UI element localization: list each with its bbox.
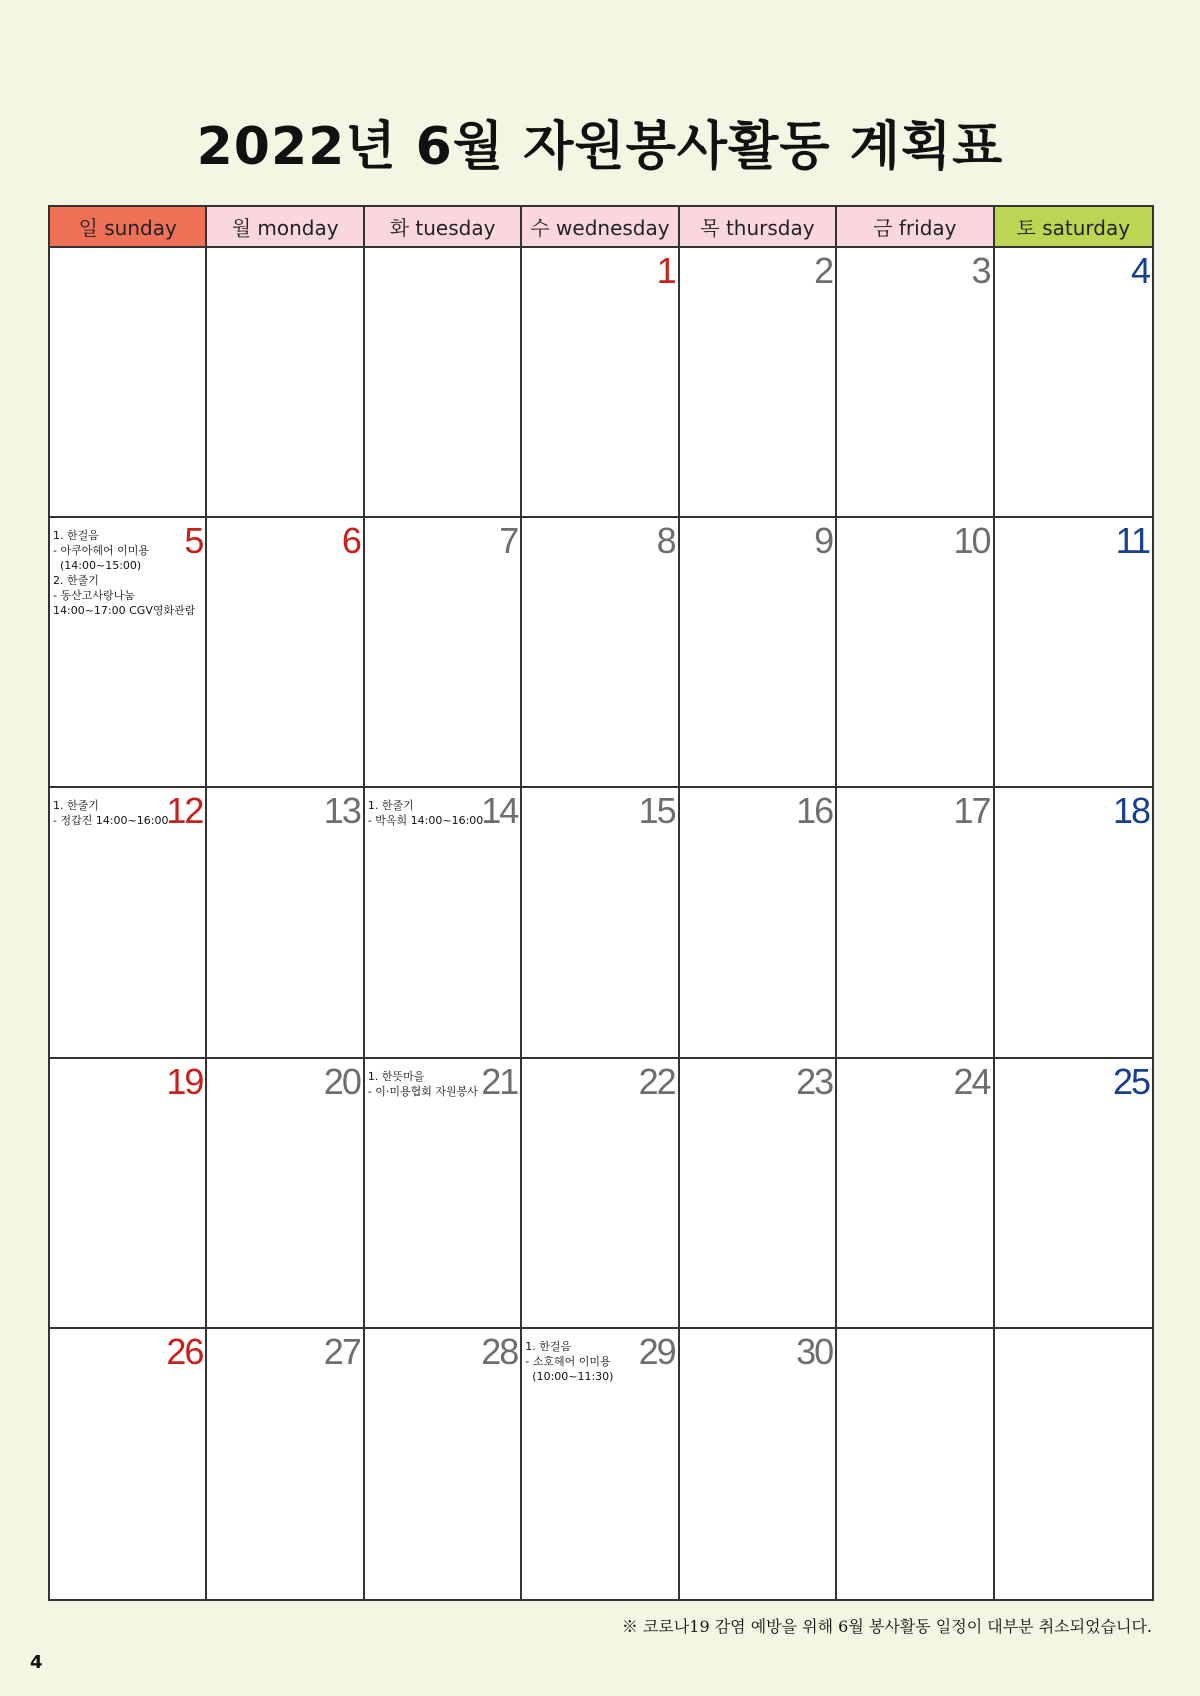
day-cell xyxy=(995,518,1152,788)
day-number: 3 xyxy=(971,250,990,291)
day-number: 23 xyxy=(796,1060,833,1102)
day-cell xyxy=(50,248,207,518)
day-cell xyxy=(365,1059,522,1329)
day-number: 2 xyxy=(814,250,833,291)
day-number: 30 xyxy=(796,1330,833,1372)
calendar-grid xyxy=(48,205,1154,1601)
day-cell xyxy=(837,1059,994,1329)
day-cell xyxy=(522,1329,679,1599)
day-number: 13 xyxy=(323,790,360,832)
day-number: 19 xyxy=(166,1060,203,1102)
day-cell xyxy=(680,788,837,1058)
day-cell xyxy=(365,518,522,788)
day-cell xyxy=(50,1059,207,1329)
day-cell xyxy=(680,248,837,518)
day-cell xyxy=(207,1059,364,1329)
day-cell xyxy=(207,1329,364,1599)
page-title: 2022년 6월 자원봉사활동 계획표 xyxy=(196,117,1004,177)
day-cell xyxy=(837,248,994,518)
day-number: 9 xyxy=(814,520,833,562)
day-cell xyxy=(50,788,207,1058)
schedule-note: 1. 한걸음 - 소호헤어 이미용 (10:00~11:30) xyxy=(525,1339,614,1383)
day-number: 24 xyxy=(953,1060,990,1102)
header-thursday: 목 thursday xyxy=(680,207,837,248)
day-number: 18 xyxy=(1112,790,1149,832)
day-number: 11 xyxy=(1115,520,1149,562)
day-number: 26 xyxy=(166,1330,203,1372)
day-cell xyxy=(365,1329,522,1599)
day-cell xyxy=(837,788,994,1058)
day-cell xyxy=(995,1329,1152,1599)
header-saturday: 토 saturday xyxy=(995,207,1152,248)
schedule-note: 1. 한줄기 - 정갑진 14:00~16:00 xyxy=(53,799,169,828)
header-friday: 금 friday xyxy=(837,207,994,248)
day-number: 21 xyxy=(481,1060,518,1102)
day-cell xyxy=(680,1059,837,1329)
day-cell xyxy=(365,788,522,1058)
day-number: 14 xyxy=(481,790,518,832)
day-cell xyxy=(680,1329,837,1599)
day-cell xyxy=(207,518,364,788)
day-number: 20 xyxy=(323,1060,360,1102)
header-sunday: 일 sunday xyxy=(50,207,207,248)
day-cell xyxy=(837,518,994,788)
day-number: 17 xyxy=(953,790,990,832)
day-number: 25 xyxy=(1112,1060,1149,1102)
day-cell xyxy=(522,248,679,518)
day-number: 27 xyxy=(323,1330,360,1372)
day-cell xyxy=(207,248,364,518)
day-cell xyxy=(522,1059,679,1329)
schedule-note: 1. 한뜻마을 - 이·미용협회 자원봉사 xyxy=(367,1069,478,1098)
day-cell xyxy=(995,248,1152,518)
page-number: 4 xyxy=(30,1652,43,1673)
day-number: 10 xyxy=(953,520,990,562)
day-number: 15 xyxy=(638,790,675,832)
day-number: 22 xyxy=(638,1060,675,1102)
day-number: 12 xyxy=(166,790,203,832)
day-cell xyxy=(680,518,837,788)
footnote: ※ 코로나19 감염 예방을 위해 6월 봉사활동 일정이 대부분 취소되었습니다. xyxy=(621,1617,1152,1636)
day-number: 16 xyxy=(796,790,833,832)
day-cell xyxy=(207,788,364,1058)
day-number: 28 xyxy=(481,1330,518,1372)
day-cell xyxy=(837,1329,994,1599)
day-cell xyxy=(365,248,522,518)
day-cell xyxy=(50,518,207,788)
day-number: 6 xyxy=(341,520,360,562)
header-monday: 월 monday xyxy=(207,207,364,248)
schedule-note: 1. 한걸음 - 아쿠아헤어 이미용 (14:00~15:00) 2. 한줄기 - 동산고사랑나눔 14:00~17:00 CGV영화관람 xyxy=(53,529,196,618)
day-cell xyxy=(522,518,679,788)
header-tuesday: 화 tuesday xyxy=(365,207,522,248)
day-cell xyxy=(995,788,1152,1058)
day-cell xyxy=(522,788,679,1058)
header-wednesday: 수 wednesday xyxy=(522,207,679,248)
day-number: 7 xyxy=(499,520,518,562)
day-number: 1 xyxy=(656,250,675,291)
day-number: 4 xyxy=(1130,250,1149,291)
day-number: 8 xyxy=(656,520,675,562)
day-number: 29 xyxy=(638,1330,675,1372)
day-number: 5 xyxy=(184,520,203,562)
schedule-note: 1. 한줄기 - 박옥희 14:00~16:00 xyxy=(367,799,484,828)
day-cell xyxy=(50,1329,207,1599)
day-cell xyxy=(995,1059,1152,1329)
